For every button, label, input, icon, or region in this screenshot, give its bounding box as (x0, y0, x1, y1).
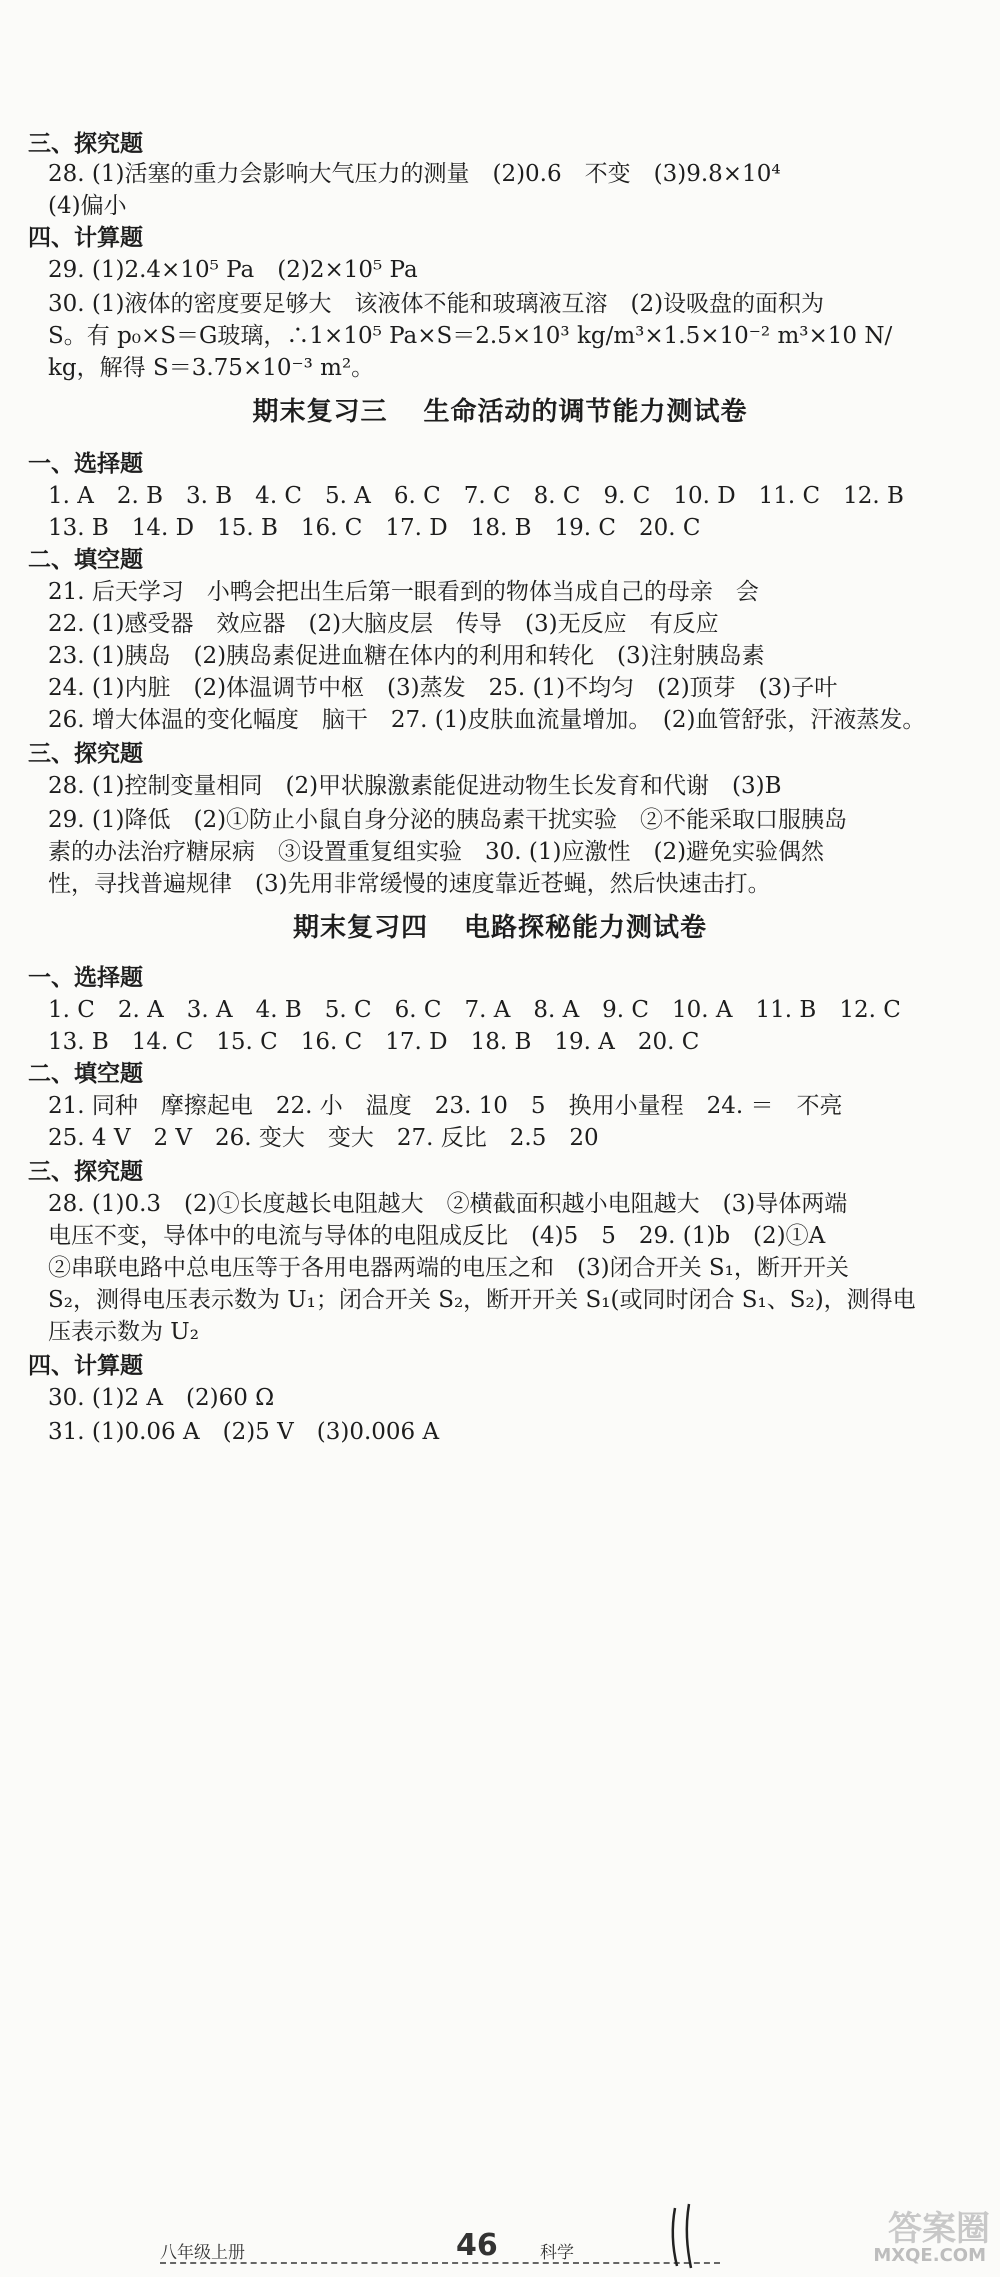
section-heading-explore: 三、探究题 (28, 131, 143, 157)
section-heading-choice: 一、选择题 (28, 451, 143, 477)
footer-subject: 科学 (540, 2243, 574, 2263)
answer-line: 28. (1)控制变量相同 (2)甲状腺激素能促进动物生长发育和代谢 (3)B (48, 773, 782, 799)
answer-line: 压表示数为 U₂ (48, 1319, 199, 1345)
title-number: 期末复习四 (292, 913, 428, 943)
section-heading-calc: 四、计算题 (28, 225, 143, 251)
answer-line: 28. (1)活塞的重力会影响大气压力的测量 (2)0.6 不变 (3)9.8×10⁴ (48, 161, 781, 187)
test-title-review4 (0, 912, 1000, 944)
answer-line: S。有 p₀×S＝G玻璃，∴1×10⁵ Pa×S＝2.5×10³ kg/m³×1.5×10⁻² m³×10 N/ (48, 323, 893, 349)
section-heading-explore: 三、探究题 (28, 1159, 143, 1185)
pen-mark-icon (665, 2200, 705, 2270)
answer-line: 电压不变，导体中的电流与导体的电阻成反比 (4)5 5 29. (1)b (2)①A (48, 1223, 826, 1249)
title-topic: 生命活动的调节能力测试卷 (423, 397, 748, 427)
answer-line: 29. (1)2.4×10⁵ Pa (2)2×10⁵ Pa (48, 257, 418, 283)
answer-line: (4)偏小 (48, 193, 127, 219)
answer-line: 26. 增大体温的变化幅度 脑干 27. (1)皮肤血流量增加。 (2)血管舒张，汗液蒸发。 (48, 707, 926, 733)
answer-line: 1. A 2. B 3. B 4. C 5. A 6. C 7. C 8. C 9. C 10. D 11. C 12. B (48, 483, 904, 509)
answer-line: 24. (1)内脏 (2)体温调节中枢 (3)蒸发 25. (1)不均匀 (2)顶芽 (3)子叶 (48, 675, 838, 701)
footer-dashed-rule (160, 2262, 720, 2264)
answer-line: 1. C 2. A 3. A 4. B 5. C 6. C 7. A 8. A 9. C 10. A 11. B 12. C (48, 997, 901, 1023)
answer-line: 性，寻找普遍规律 (3)先用非常缓慢的速度靠近苍蝇，然后快速击打。 (48, 871, 771, 897)
answer-line: 素的办法治疗糖尿病 ③设置重复组实验 30. (1)应激性 (2)避免实验偶然 (48, 839, 825, 865)
answer-line: 28. (1)0.3 (2)①长度越长电阻越大 ②横截面积越小电阻越大 (3)导体两端 (48, 1191, 848, 1217)
title-topic: 电路探秘能力测试卷 (464, 913, 708, 943)
answer-line: 22. (1)感受器 效应器 (2)大脑皮层 传导 (3)无反应 有反应 (48, 611, 719, 637)
answer-line: 23. (1)胰岛 (2)胰岛素促进血糖在体内的利用和转化 (3)注射胰岛素 (48, 643, 765, 669)
section-heading-calc: 四、计算题 (28, 1353, 143, 1379)
section-heading-choice: 一、选择题 (28, 965, 143, 991)
answer-line: 13. B 14. D 15. B 16. C 17. D 18. B 19. C 20. C (48, 515, 701, 541)
page-number: 46 (456, 2228, 498, 2263)
title-number: 期末复习三 (252, 397, 388, 427)
section-heading-fill: 二、填空题 (28, 547, 143, 573)
answer-line: kg，解得 S＝3.75×10⁻³ m²。 (48, 355, 375, 381)
section-heading-fill: 二、填空题 (28, 1061, 143, 1087)
watermark-url: MXQE.COM (873, 2245, 986, 2266)
watermark-text: 答案圈 (888, 2209, 990, 2249)
answer-line: ②串联电路中总电压等于各用电器两端的电压之和 (3)闭合开关 S₁，断开开关 (48, 1255, 849, 1281)
answer-line: 31. (1)0.06 A (2)5 V (3)0.006 A (48, 1419, 440, 1445)
answer-line: 21. 同种 摩擦起电 22. 小 温度 23. 10 5 换用小量程 24. ＝ 不亮 (48, 1093, 843, 1119)
page-footer (160, 2228, 720, 2268)
answer-line: 30. (1)2 A (2)60 Ω (48, 1385, 275, 1411)
answer-line: 13. B 14. C 15. C 16. C 17. D 18. B 19. A 20. C (48, 1029, 700, 1055)
test-title-review3 (0, 396, 1000, 428)
answer-line: 30. (1)液体的密度要足够大 该液体不能和玻璃液互溶 (2)设吸盘的面积为 (48, 291, 825, 317)
section-heading-explore: 三、探究题 (28, 741, 143, 767)
answer-line: 25. 4 V 2 V 26. 变大 变大 27. 反比 2.5 20 (48, 1125, 599, 1151)
watermark-logo (780, 2201, 990, 2271)
answer-line: 21. 后天学习 小鸭会把出生后第一眼看到的物体当成自己的母亲 会 (48, 579, 759, 605)
answer-line: 29. (1)降低 (2)①防止小鼠自身分泌的胰岛素干扰实验 ②不能采取口服胰岛 (48, 807, 848, 833)
footer-grade: 八年级上册 (160, 2243, 245, 2263)
answer-line: S₂，测得电压表示数为 U₁；闭合开关 S₂，断开开关 S₁(或同时闭合 S₁、S₂)，测得电 (48, 1287, 916, 1313)
